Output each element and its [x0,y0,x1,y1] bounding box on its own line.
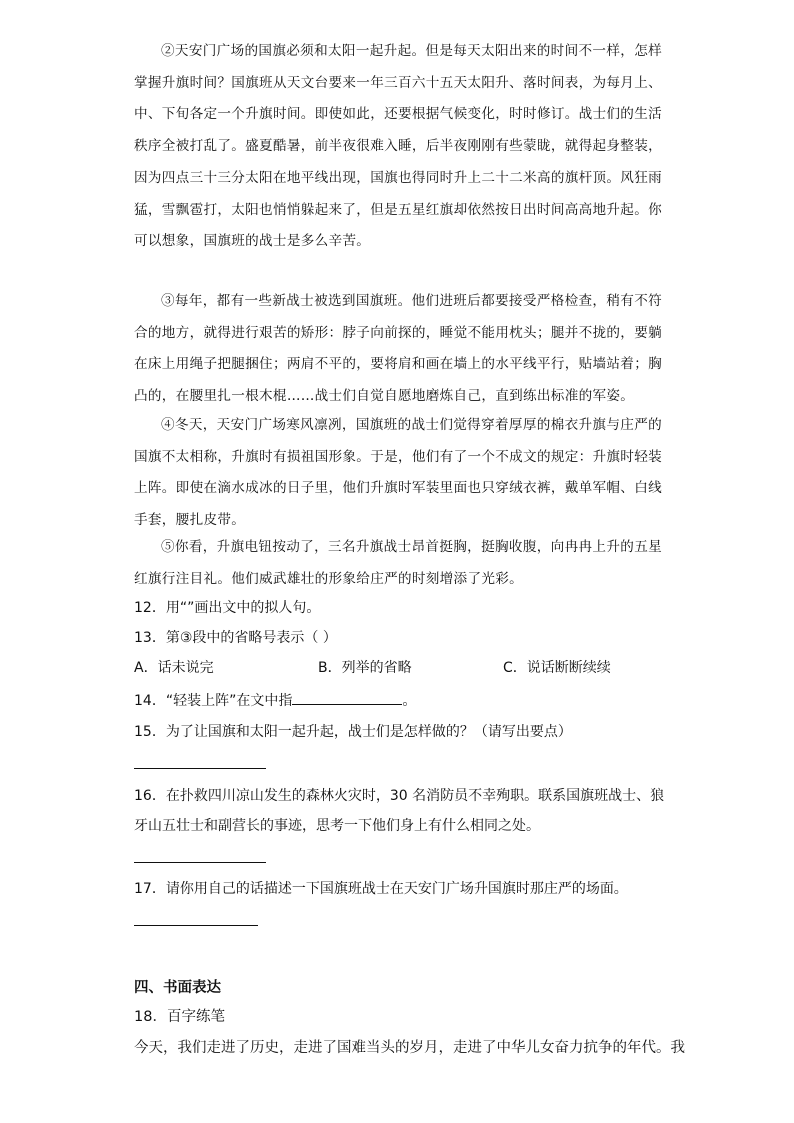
question-16-line-1: 16．在扑救四川凉山发生的森林火灾时，30 名消防员不幸殉职。联系国旗班战士、狼 [134,788,665,804]
question-12: 12．用“”画出文中的拟人句。 [134,600,321,616]
passage-paragraph-5: ⑤你看，升旗电钮按动了，三名升旗战士昂首挺胸，挺胸收腹，向冉冉上升的五星红旗行注目礼。他们威武雄壮的形象给庄严的时刻增添了光彩。 [134,539,662,587]
question-18: 18．百字练笔 [134,1009,225,1025]
question-15: 15．为了让国旗和太阳一起升起，战士们是怎样做的？（请写出要点） [134,724,572,740]
section-4-heading: 四、书面表达 [134,980,221,996]
question-13: 13．第③段中的省略号表示（ ） [134,630,337,646]
question-15-answer-line[interactable] [134,768,266,769]
question-16-answer-line[interactable] [134,862,266,863]
question-13-option-b[interactable]: B．列举的省略 [318,660,412,676]
question-13-option-a[interactable]: A．话未说完 [134,660,214,676]
question-18-intro: 今天，我们走进了历史，走进了国难当头的岁月，走进了中华儿女奋力抗争的年代。我 [134,1040,685,1056]
passage-paragraph-2: ②天安门广场的国旗必须和太阳一起升起。但是每天太阳出来的时间不一样，怎样掌握升旗时间？国旗班从天文台要来一年三百六十五天太阳升、落时间表，为每月上、中、下旬各定一个升旗时间。即使如此，还要根据气候变化，时时修订。战士们的生活秩序全被打乱了。盛夏酷暑，前半夜很难入睡，后半夜刚刚有些蒙眬，就得起身整装，因为四点三十三分太阳在地平线出现，国旗也得同时升上二十二米高的旗杆顶。风狂雨猛，雪飘雹打，太阳也悄悄躲起来了，但是五星红旗却依然按日出时间高高地升起。你可以想象，国旗班的战士是多么辛苦。 [134,43,662,250]
question-17: 17．请你用自己的话描述一下国旗班战士在天安门广场升国旗时那庄严的场面。 [134,881,628,897]
question-13-option-c[interactable]: C．说话断断续续 [503,660,611,676]
passage-paragraph-3: ③每年，都有一些新战士被选到国旗班。他们进班后都要接受严格检查，稍有不符合的地方，就得进行艰苦的矫形：脖子向前探的，睡觉不能用枕头；腿并不拢的，要躺在床上用绳子把腿捆住；两肩不平的，要将肩和画在墙上的水平线平行，贴墙站着；胸凸的，在腰里扎一根木棍……战士们自觉自愿地磨炼自己，直到练出标准的军姿。 [134,293,662,405]
question-14-text: 14．“轻装上阵”在文中指 [134,693,293,709]
question-14-answer-blank[interactable] [292,690,402,705]
question-14-end: 。 [402,693,417,709]
question-14 [134,690,416,711]
question-16-line-2: 牙山五壮士和副营长的事迹，思考一下他们身上有什么相同之处。 [134,818,540,834]
question-17-answer-line[interactable] [134,925,258,926]
passage-paragraph-4: ④冬天，天安门广场寒风凛冽，国旗班的战士们觉得穿着厚厚的棉衣升旗与庄严的国旗不太相称，升旗时有损祖国形象。于是，他们有了一个不成文的规定：升旗时轻装上阵。即使在滴水成冰的日子里，他们升旗时军装里面也只穿绒衣裤，戴单军帽、白线手套，腰扎皮带。 [134,417,662,529]
